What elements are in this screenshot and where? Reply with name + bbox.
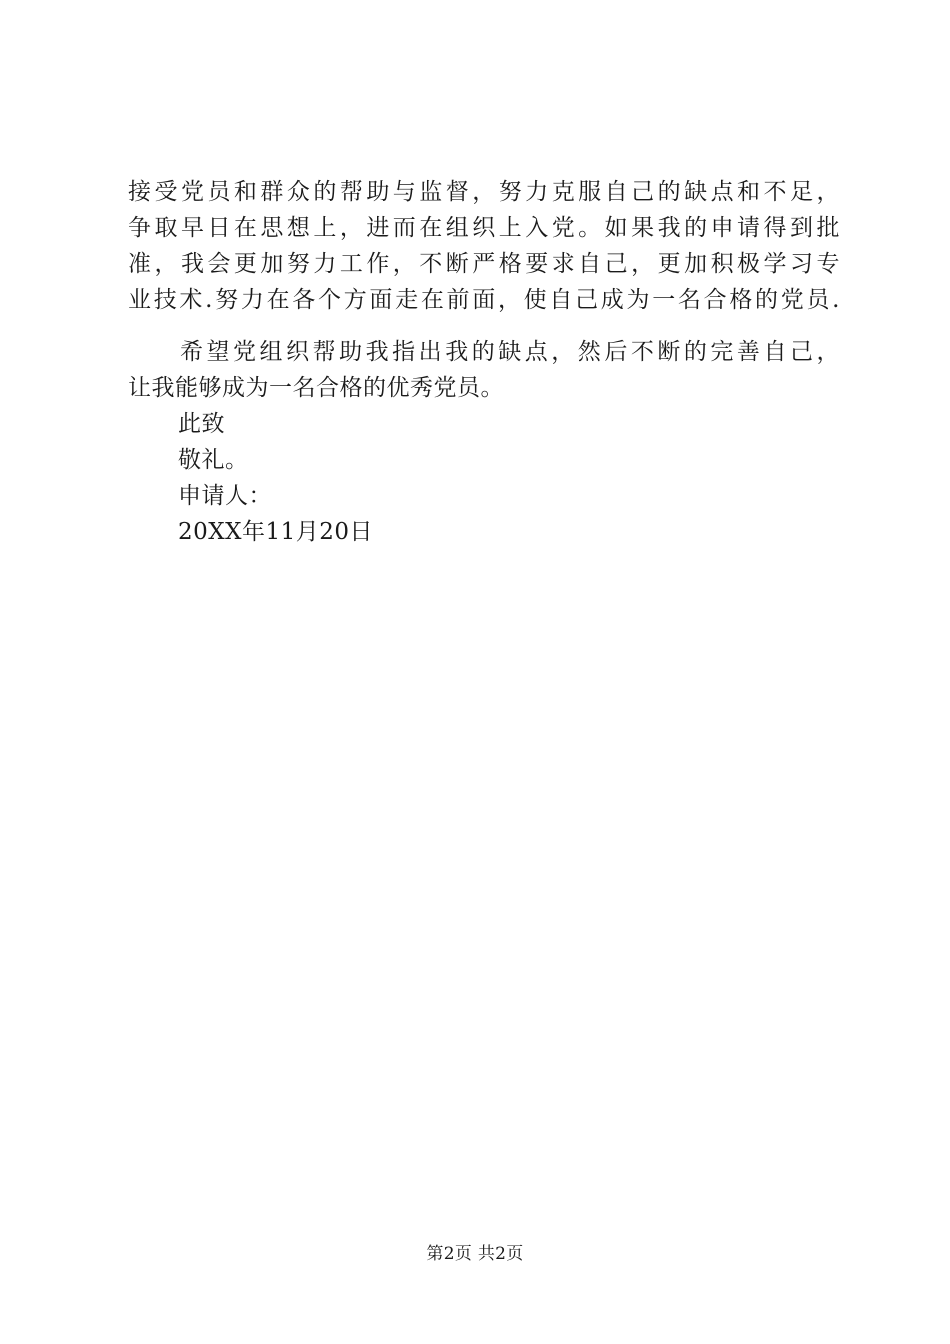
- applicant-label: 申请人：: [178, 483, 272, 509]
- regards: 敬礼。: [178, 447, 249, 473]
- paragraph-line: 接受党员和群众的帮助与监督，努力克服自己的缺点和不足，: [128, 179, 840, 205]
- page-footer: 第2页 共2页: [426, 1244, 524, 1264]
- paragraph-line: 业技术.努力在各个方面走在前面，使自己成为一名合格的党员.: [128, 287, 840, 313]
- date: 20XX年11月20日: [178, 519, 374, 545]
- paragraph-line: 希望党组织帮助我指出我的缺点，然后不断的完善自己，: [180, 339, 840, 365]
- paragraph-line: 让我能够成为一名合格的优秀党员。: [128, 375, 504, 401]
- paragraph-line: 争取早日在思想上，进而在组织上入党。如果我的申请得到批: [128, 215, 840, 241]
- paragraph-line: 准，我会更加努力工作，不断严格要求自己，更加积极学习专: [128, 251, 840, 277]
- salutation: 此致: [178, 411, 225, 437]
